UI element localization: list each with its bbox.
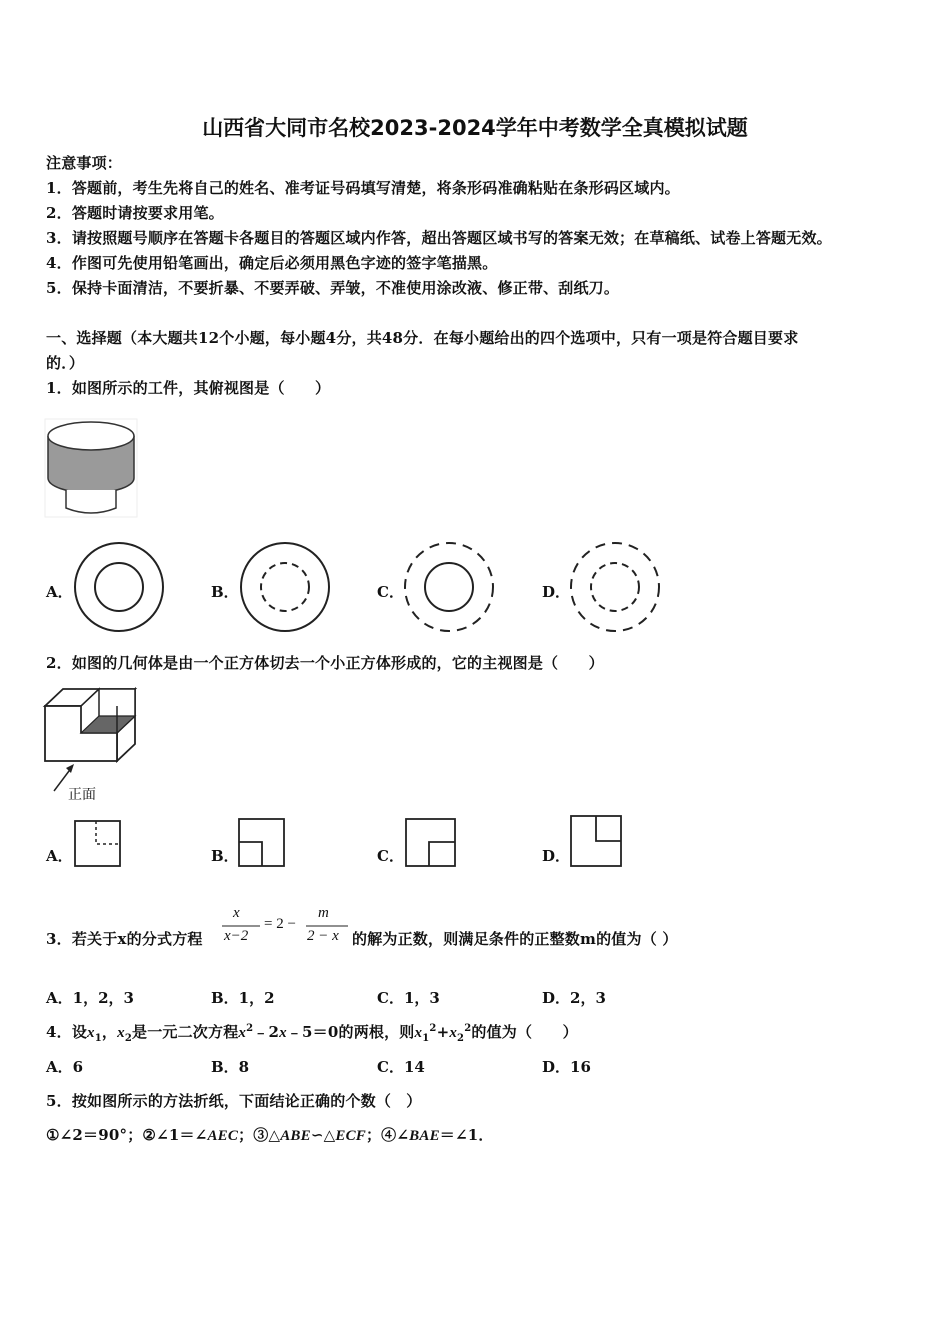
q3-var: x	[117, 930, 127, 948]
q4-sup: 2	[464, 1023, 472, 1034]
q4-var: x	[87, 1025, 95, 1041]
q2-option-d-figure	[570, 815, 624, 869]
fraction-denominator: x−2	[224, 928, 249, 944]
fraction-numerator: x	[233, 905, 240, 921]
q2-option-c-figure	[405, 818, 457, 868]
question-4-stem	[46, 1021, 578, 1044]
q4-text: 的值为（ ）	[471, 1023, 578, 1041]
q3-option-c[interactable]: C．1，3	[377, 989, 440, 1007]
q4-var: x	[449, 1025, 458, 1041]
q4-sup: 2	[246, 1023, 254, 1034]
notice-item: 2．答题时请按要求用笔。	[46, 204, 224, 222]
q4-var: x	[414, 1025, 423, 1041]
q4-var: x	[279, 1025, 287, 1041]
q4-text: ﹣5＝0的两根，则	[286, 1023, 415, 1041]
q5-var: ABE	[280, 1128, 311, 1144]
q5-text: ；③△	[238, 1126, 281, 1144]
fraction-numerator: m	[318, 905, 329, 921]
q4-var: x	[238, 1025, 247, 1041]
q3-text: 的解为正数，则满足条件的正整数	[352, 930, 581, 948]
q4-sup: 2	[429, 1023, 437, 1034]
q3-var: m	[580, 930, 597, 948]
section-heading-cont: 的．）	[46, 354, 85, 372]
question-5-stem: 5．按如图所示的方法折纸，下面结论正确的个数（ ）	[46, 1092, 422, 1110]
q5-text: ；④∠	[365, 1126, 410, 1144]
q5-text: ∽△	[310, 1126, 336, 1144]
q4-option-b[interactable]: B．8	[211, 1058, 250, 1076]
workpiece-figure	[44, 418, 140, 520]
question-2-stem: 2．如图的几何体是由一个正方体切去一个小正方体形成的，它的主视图是（ ）	[46, 654, 604, 672]
front-label: 正面	[68, 787, 96, 803]
q1-option-c[interactable]: C．	[377, 583, 404, 601]
q5-text: ＝∠1．	[439, 1126, 494, 1144]
q3-text: 的分式方程	[126, 930, 203, 948]
q1-option-a[interactable]: A．	[46, 583, 73, 601]
q1-option-d[interactable]: D．	[542, 583, 571, 601]
q4-text: +	[436, 1023, 450, 1041]
q4-text: 4．设	[46, 1023, 88, 1041]
fraction-bar	[222, 925, 262, 927]
q4-text: ，	[101, 1023, 118, 1041]
q4-option-c[interactable]: C．14	[377, 1058, 425, 1076]
q3-text: 3．若关于	[46, 930, 118, 948]
q1-option-b-figure	[238, 540, 333, 635]
q1-option-a-figure	[72, 540, 167, 635]
q2-option-a-figure	[74, 820, 122, 868]
q4-sub: 1	[94, 1033, 102, 1044]
section-heading: 一、选择题（本大题共12个小题，每小题4分，共48分．在每小题给出的四个选项中，只有一项是符合题目要求	[46, 329, 799, 347]
notice-item: 1．答题前，考生先将自己的姓名、准考证号码填写清楚，将条形码准确粘贴在条形码区域内。	[46, 179, 680, 197]
question-3-stem-end	[352, 928, 678, 949]
q4-option-d[interactable]: D．16	[542, 1058, 591, 1076]
q3-option-a[interactable]: A．1，2，3	[46, 989, 134, 1007]
q2-option-c[interactable]: C．	[377, 847, 404, 865]
page-title: 山西省大同市名校2023-2024学年中考数学全真模拟试题	[202, 116, 748, 140]
q4-option-a[interactable]: A．6	[46, 1058, 84, 1076]
q4-var: x	[117, 1025, 125, 1041]
q1-option-d-figure	[568, 540, 663, 635]
q5-var: BAE	[409, 1128, 440, 1144]
q4-sub: 1	[422, 1033, 430, 1044]
q4-sub: 2	[124, 1033, 132, 1044]
q5-text: ①∠2＝90°；②∠1＝∠	[46, 1126, 208, 1144]
q4-sub: 2	[457, 1033, 465, 1044]
notice-item: 5．保持卡面清洁，不要折暴、不要弄破、弄皱，不准使用涂改液、修正带、刮纸刀。	[46, 279, 620, 297]
q2-option-d[interactable]: D．	[542, 847, 571, 865]
notice-heading: 注意事项：	[46, 154, 123, 172]
q1-option-b[interactable]: B．	[211, 583, 239, 601]
q2-option-b[interactable]: B．	[211, 847, 239, 865]
q4-text: 是一元二次方程	[132, 1023, 239, 1041]
question-3-stem	[46, 928, 203, 949]
q5-var: AEC	[207, 1128, 239, 1144]
notice-item: 3．请按照题号顺序在答题卡各题目的答题区域内作答，超出答题区域书写的答案无效；在草稿纸、试卷上答题无效。	[46, 229, 832, 247]
q2-option-a[interactable]: A．	[46, 847, 73, 865]
q5-var: ECF	[335, 1128, 366, 1144]
q4-text: ﹣2	[253, 1023, 280, 1041]
q3-text: 的值为（ ）	[596, 930, 678, 948]
notice-item: 4．作图可先使用铅笔画出，确定后必须用黑色字迹的签字笔描黑。	[46, 254, 498, 272]
q2-option-b-figure	[238, 818, 286, 868]
question-1-stem: 1．如图所示的工件，其俯视图是（ ）	[46, 379, 331, 397]
question-5-conclusions	[46, 1124, 494, 1145]
fraction-denominator: 2 − x	[307, 928, 339, 944]
equals-sign: = 2 −	[264, 916, 296, 932]
q1-option-c-figure	[402, 540, 497, 635]
q3-option-b[interactable]: B．1，2	[211, 989, 275, 1007]
fraction-bar	[306, 925, 350, 927]
q3-option-d[interactable]: D．2，3	[542, 989, 606, 1007]
